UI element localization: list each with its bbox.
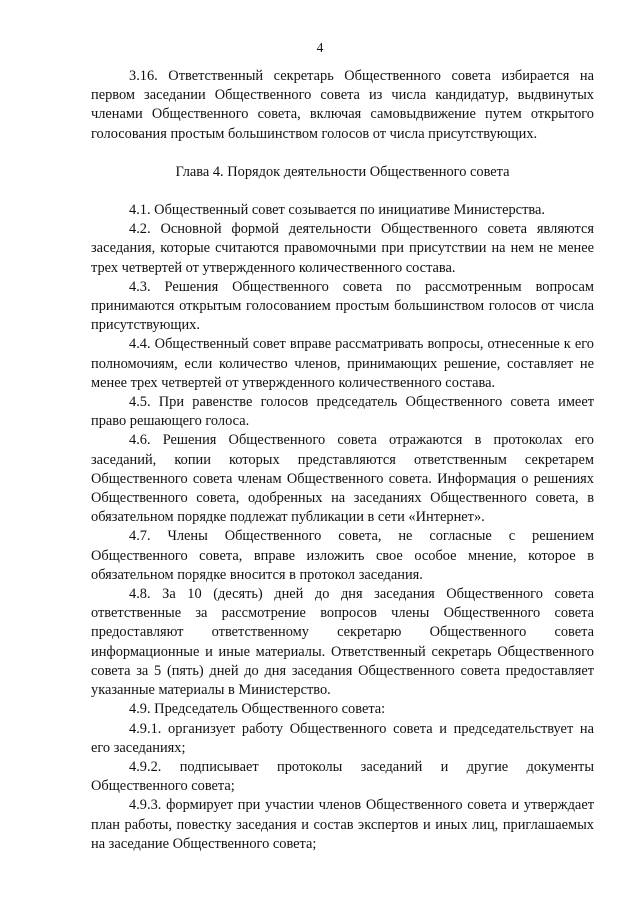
paragraph-4-4: 4.4. Общественный совет вправе рассматривать вопросы, отнесенные к его полномочиям, если количество членов, принимающих решение, составляет не менее трех четвертей от утвержденного количественного состава. — [91, 336, 594, 391]
paragraph-4-9-3: 4.9.3. формирует при участии членов Общественного совета и утверждает план работы, повестку заседания и состав экспертов и иных лиц, приглашаемых на заседание Общественного совета; — [91, 797, 594, 852]
page-number: 4 — [316, 40, 324, 55]
paragraph-4-9-2: 4.9.2. подписывает протоколы заседаний и другие документы Общественного совета; — [91, 758, 594, 795]
spacer — [91, 182, 594, 201]
paragraph-3-16: 3.16. Ответственный секретарь Общественного совета избирается на первом заседании Общественного совета из числа кандидатур, выдвинутых членами Общественного совета, включая самовыдвижение путем открытого голосования простым большинством голосов от числа присутствующих. — [91, 68, 594, 142]
paragraph-4-9: 4.9. Председатель Общественного совета: — [129, 701, 386, 718]
document-body — [91, 67, 594, 854]
spacer — [91, 144, 594, 163]
paragraph-4-8: 4.8. За 10 (десять) дней до дня заседания Общественного совета ответственные за рассмотрение вопросов члены Общественного совета предоставляют ответственному секретарю Общественного совета информационные и иные материалы. Ответственный секретарь Общественного совета за 5 (пять) дней до дня заседания Общественного совета предоставляет указанные материалы в Министерство. — [91, 586, 594, 699]
paragraph-4-5: 4.5. При равенстве голосов председатель Общественного совета имеет право решающего голоса. — [91, 394, 594, 430]
paragraph-4-9-1: 4.9.1. организует работу Общественного совета и председательствует на его заседаниях; — [91, 720, 594, 756]
paragraph-4-2: 4.2. Основной формой деятельности Общественного совета являются заседания, которые считаются правомочными при присутствии на нем не менее трех четвертей от утвержденного количественного состава. — [91, 221, 594, 276]
chapter-4-heading: Глава 4. Порядок деятельности Общественного совета — [175, 163, 510, 180]
paragraph-4-6: 4.6. Решения Общественного совета отражаются в протоколах его заседаний, копии которых представляются ответственным секретарем Общественного совета членам Общественного совета. Информация о решениях Общественного совета, одобренных на заседаниях Общественного совета, в обязательном порядке подлежат публикации в сети «Интернет». — [91, 432, 594, 526]
paragraph-4-3: 4.3. Решения Общественного совета по рассмотренным вопросам принимаются открытым голосованием простым большинством голосов от числа присутствующих. — [91, 278, 594, 334]
paragraph-4-7: 4.7. Члены Общественного совета, не согласные с решением Общественного совета, вправе изложить свое особое мнение, которое в обязательном порядке вносится в протокол заседания. — [91, 528, 594, 583]
paragraph-4-1: 4.1. Общественный совет созывается по инициативе Министерства. — [129, 202, 545, 219]
